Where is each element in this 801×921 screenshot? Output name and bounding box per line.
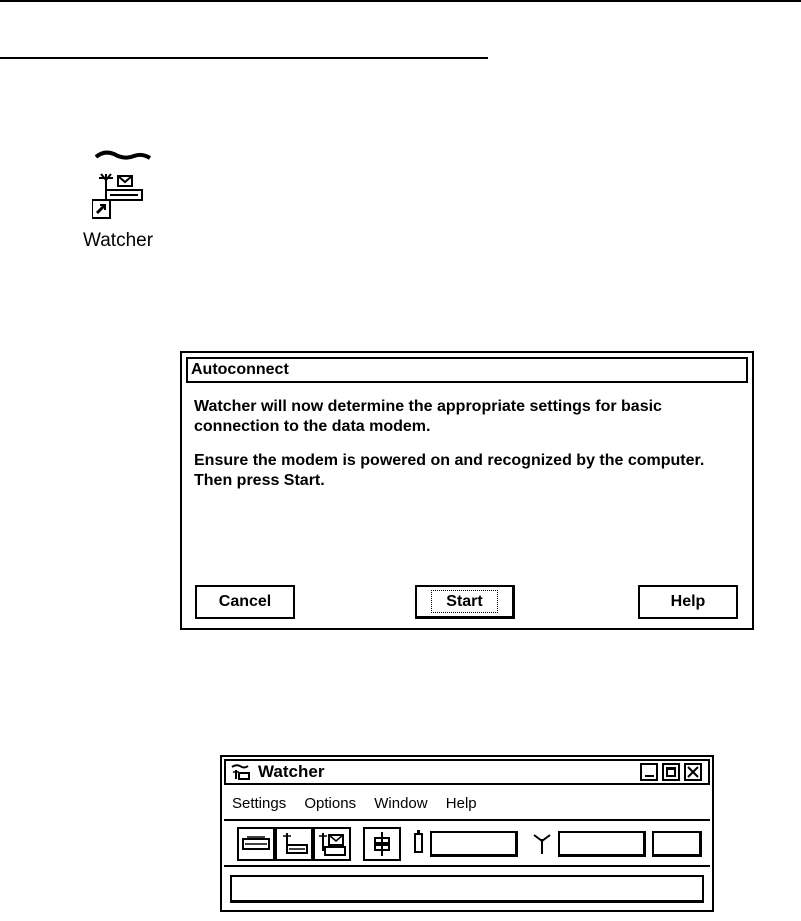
maximize-button[interactable] xyxy=(662,763,680,781)
cancel-button[interactable]: Cancel xyxy=(195,585,295,619)
toolbar xyxy=(224,819,710,867)
close-icon xyxy=(686,765,700,779)
mail-icon xyxy=(315,829,349,859)
watcher-app-icon[interactable] xyxy=(230,763,252,781)
close-button[interactable] xyxy=(684,763,702,781)
signal-strength-field xyxy=(558,831,646,857)
battery-icon xyxy=(414,833,423,853)
connect-icon xyxy=(277,829,311,859)
dialog-paragraph-1: Watcher will now determine the appropriate settings for basic connection to the data modem. xyxy=(194,398,662,435)
start-button[interactable] xyxy=(415,585,515,619)
menu-settings[interactable]: Settings xyxy=(232,795,287,812)
transfer-icon xyxy=(365,829,399,859)
top-rule xyxy=(0,0,801,2)
menu-options[interactable]: Options xyxy=(304,795,357,812)
antenna-icon xyxy=(532,833,552,855)
signal-wave-icon xyxy=(94,148,154,164)
menu-window[interactable]: Window xyxy=(374,795,428,812)
autoconnect-dialog xyxy=(180,351,754,630)
dialog-paragraph-2: Ensure the modem is powered on and recognized by the computer. Then press Start. xyxy=(194,452,705,489)
connect-button[interactable] xyxy=(275,827,313,861)
window-title: Watcher xyxy=(258,762,325,781)
watcher-window xyxy=(220,755,714,912)
transfer-button[interactable] xyxy=(363,827,401,861)
desktop-icon-label: Watcher xyxy=(83,230,154,251)
modem-button[interactable] xyxy=(237,827,275,861)
minimize-button[interactable] xyxy=(640,763,658,781)
battery-level-field xyxy=(430,831,518,857)
network-field xyxy=(652,831,702,857)
header-rule xyxy=(0,57,488,59)
menu-help[interactable]: Help xyxy=(445,795,477,812)
start-button-label: Start xyxy=(431,590,497,613)
mail-button[interactable] xyxy=(313,827,351,861)
status-bar xyxy=(230,875,704,903)
window-title-bar[interactable] xyxy=(224,759,710,785)
watcher-app-shortcut-icon xyxy=(92,172,148,224)
modem-icon xyxy=(239,829,273,859)
dialog-title: Autoconnect xyxy=(186,357,748,383)
watcher-desktop-shortcut[interactable] xyxy=(74,148,174,258)
help-button[interactable]: Help xyxy=(638,585,738,619)
dialog-message xyxy=(194,397,744,505)
menu-bar xyxy=(232,795,491,812)
